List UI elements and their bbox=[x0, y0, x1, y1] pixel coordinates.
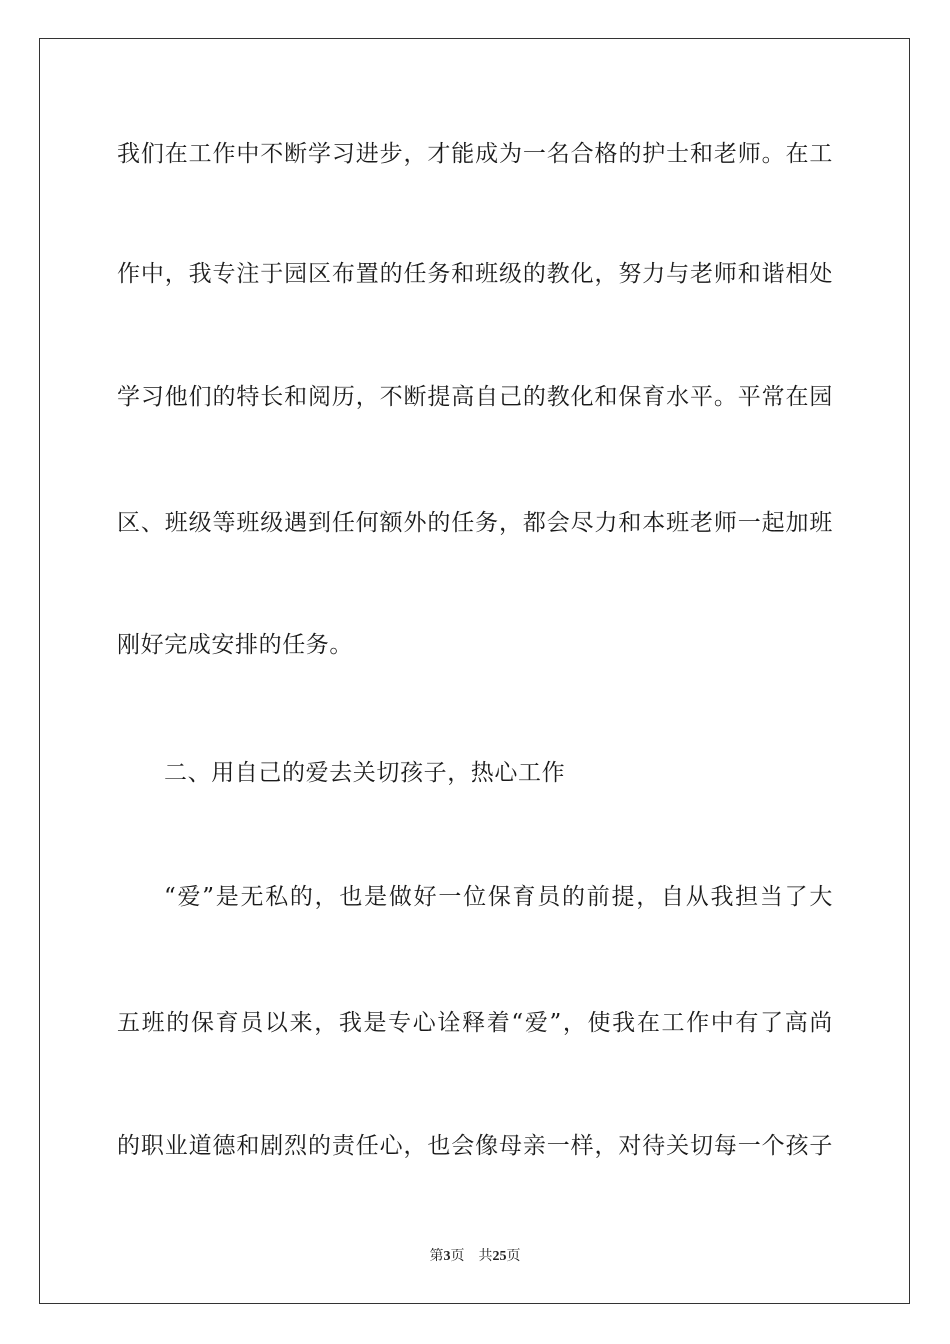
body-text-line-2: 作中，我专注于园区布置的任务和班级的教化，努力与老师和谐相处 bbox=[117, 261, 833, 287]
current-page-number: 3 bbox=[443, 1249, 451, 1264]
body-text-line-3: 学习他们的特长和阅历，不断提高自己的教化和保育水平。平常在园 bbox=[117, 384, 833, 410]
body-text-line-7: 五班的保育员以来，我是专心诠释着“爱”，使我在工作中有了高尚 bbox=[117, 1010, 833, 1036]
page-border bbox=[39, 38, 910, 1304]
footer-page-word: 页 bbox=[450, 1248, 465, 1264]
footer-total-suffix: 页 bbox=[506, 1248, 521, 1264]
body-text-line-6: “爱”是无私的，也是做好一位保育员的前提，自从我担当了大 bbox=[164, 884, 833, 910]
body-text-line-4: 区、班级等班级遇到任何额外的任务，都会尽力和本班老师一起加班 bbox=[117, 510, 833, 536]
total-page-count: 25 bbox=[492, 1249, 507, 1264]
footer-prefix: 第 bbox=[429, 1248, 444, 1264]
section-heading: 二、用自己的爱去关切孩子，热心工作 bbox=[164, 760, 566, 786]
body-text-line-1: 我们在工作中不断学习进步，才能成为一名合格的护士和老师。在工 bbox=[117, 141, 833, 167]
footer-total-prefix: 共 bbox=[478, 1248, 493, 1264]
body-text-line-5: 刚好完成安排的任务。 bbox=[117, 632, 353, 658]
page-footer bbox=[0, 1247, 950, 1266]
body-text-line-8: 的职业道德和剧烈的责任心，也会像母亲一样，对待关切每一个孩子 bbox=[117, 1133, 833, 1159]
